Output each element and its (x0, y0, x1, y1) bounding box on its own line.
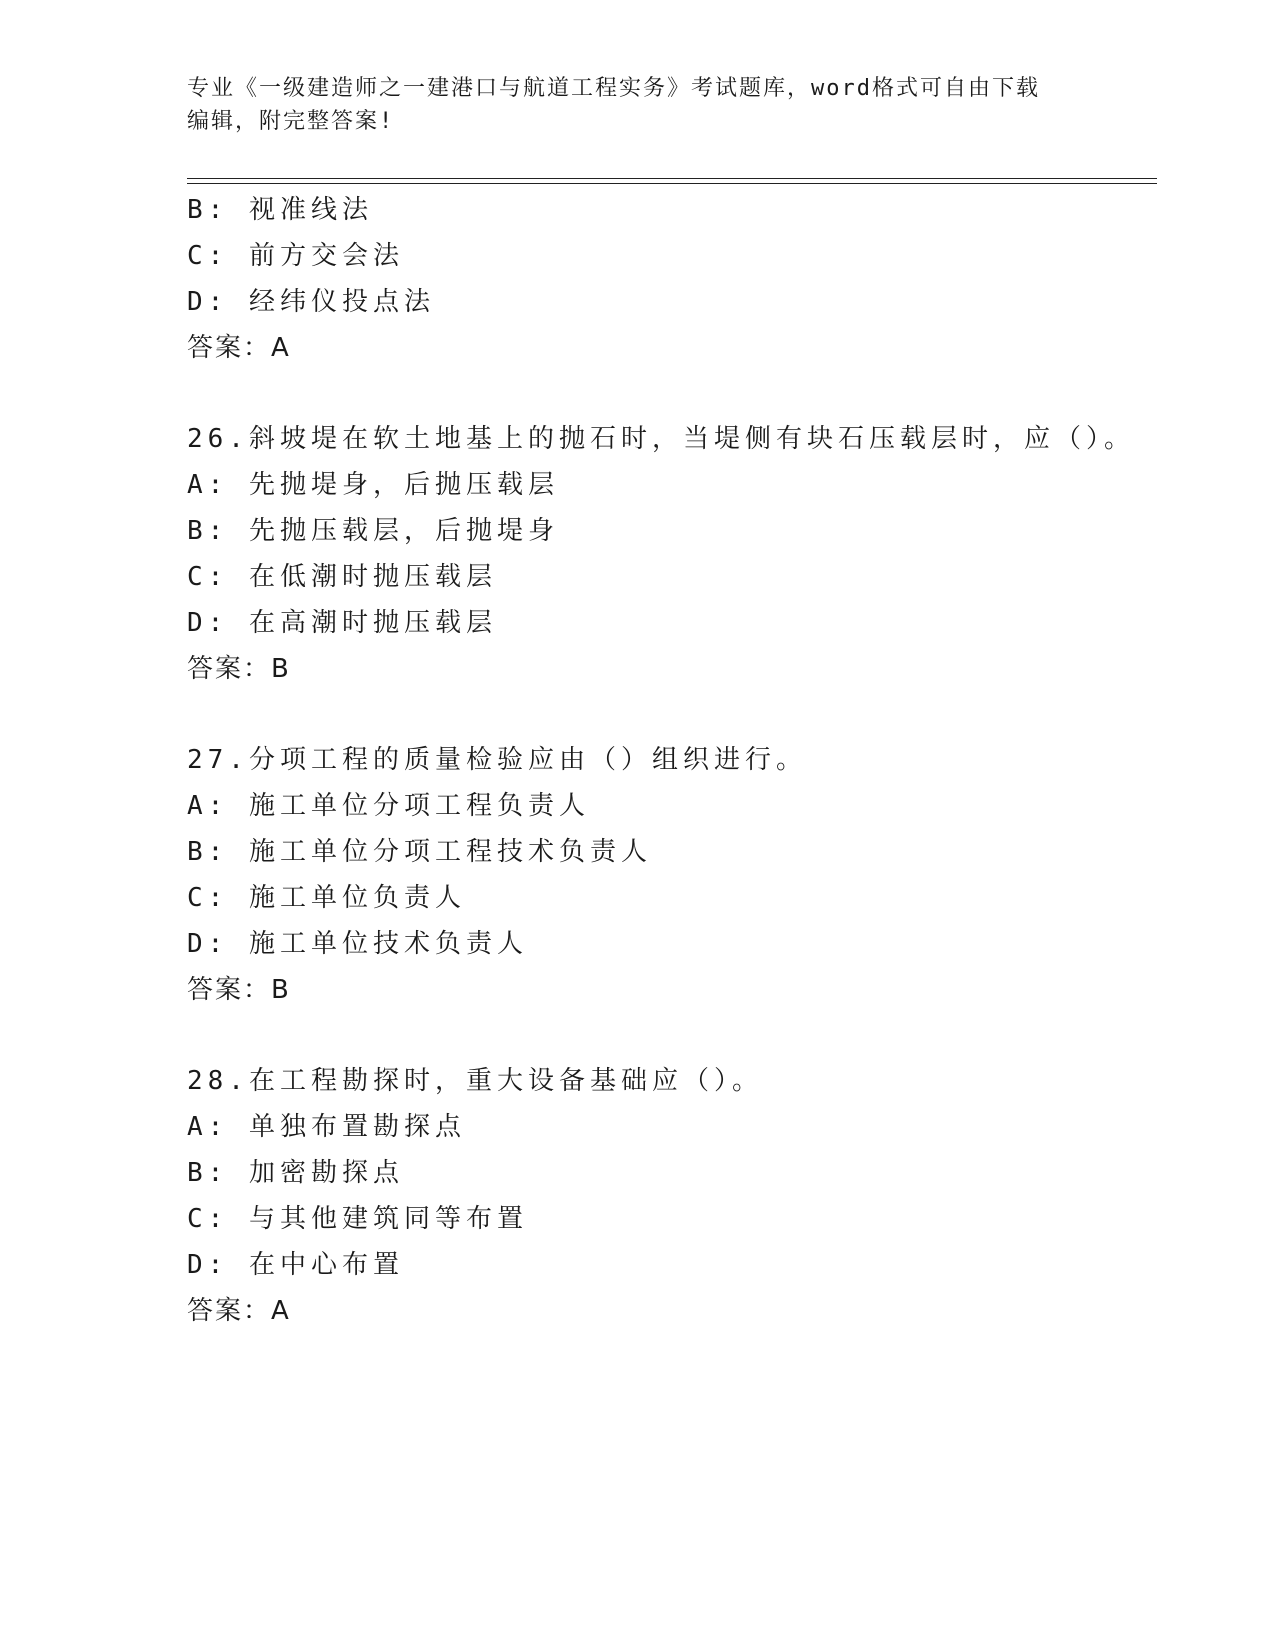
header-line-2: 编辑，附完整答案! (187, 109, 395, 134)
answer-line: 答案：A (187, 1296, 291, 1326)
question-text: 26.斜坡堤在软土地基上的抛石时，当堤侧有块石压载层时，应（）。 (187, 424, 1135, 454)
option-b: B: 先抛压载层，后抛堤身 (187, 516, 559, 546)
question-block-26 (187, 416, 1147, 692)
document-content (187, 187, 1147, 1334)
question-block-27 (187, 737, 1147, 1013)
option-a: A: 先抛堤身，后抛压载层 (187, 470, 559, 500)
option-d: D: 在高潮时抛压载层 (187, 608, 497, 638)
option-a: A: 单独布置勘探点 (187, 1112, 466, 1142)
option-d: D: 在中心布置 (187, 1250, 404, 1280)
header-divider (187, 178, 1157, 184)
answer-line: 答案：B (187, 975, 291, 1005)
option-c: C: 在低潮时抛压载层 (187, 562, 497, 592)
question-block-28 (187, 1058, 1147, 1334)
answer-line: 答案：A (187, 333, 291, 363)
option-b: B: 加密勘探点 (187, 1158, 404, 1188)
question-text: 27.分项工程的质量检验应由（）组织进行。 (187, 745, 807, 775)
option-c: C: 前方交会法 (187, 241, 404, 271)
document-header (187, 72, 1087, 138)
answer-line: 答案：B (187, 654, 291, 684)
header-line-1: 专业《一级建造师之一建港口与航道工程实务》考试题库，word格式可自由下载 (187, 76, 1040, 101)
option-d: D: 施工单位技术负责人 (187, 929, 528, 959)
option-c: C: 与其他建筑同等布置 (187, 1204, 528, 1234)
option-b: B: 施工单位分项工程技术负责人 (187, 837, 652, 867)
option-b: B: 视准线法 (187, 195, 373, 225)
partial-question-block (187, 187, 1147, 371)
question-text: 28.在工程勘探时，重大设备基础应（）。 (187, 1066, 763, 1096)
option-c: C: 施工单位负责人 (187, 883, 466, 913)
option-a: A: 施工单位分项工程负责人 (187, 791, 590, 821)
option-d: D: 经纬仪投点法 (187, 287, 435, 317)
